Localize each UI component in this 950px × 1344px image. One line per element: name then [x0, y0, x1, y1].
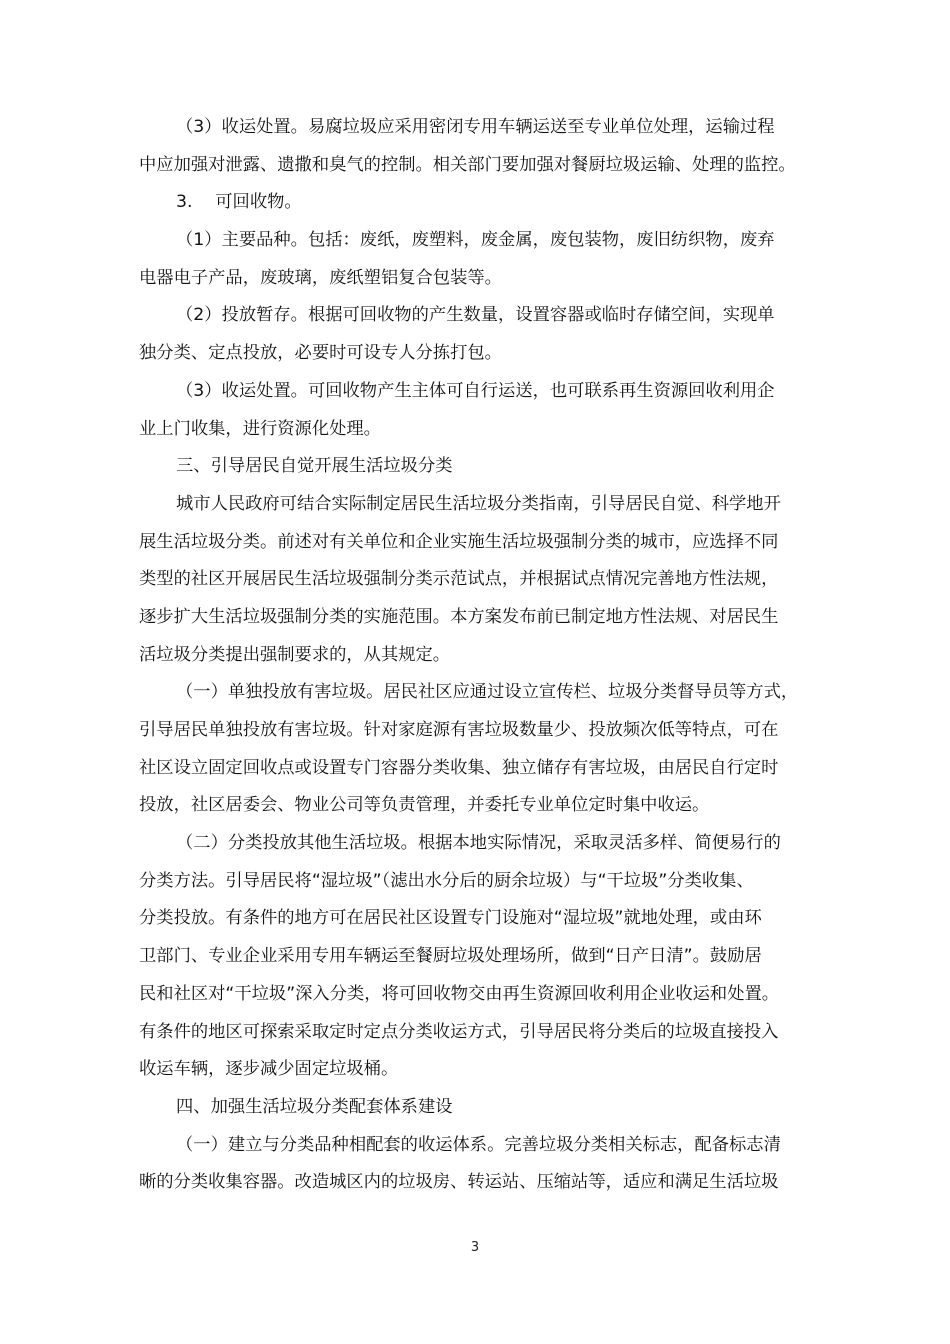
- text-line: （一）单独投放有害垃圾。居民社区应通过设立宣传栏、垃圾分类督导员等方式，: [176, 682, 799, 703]
- text-line: （2）投放暂存。根据可回收物的产生数量，设置容器或临时存储空间，实现单: [176, 305, 775, 326]
- text-line: （3）收运处置。易腐垃圾应采用密闭专用车辆运送至专业单位处理，运输过程: [176, 117, 775, 137]
- text-line: （二）分类投放其他生活垃圾。根据本地实际情况，采取灵活多样、简便易行的: [176, 833, 781, 854]
- text-line: 业上门收集，进行资源化处理。: [139, 418, 381, 439]
- text-line: 社区设立固定回收点或设置专门容器分类收集、独立储存有害垃圾，由居民自行定时: [139, 757, 779, 778]
- text-line: （3）收运处置。可回收物产生主体可自行运送，也可联系再生资源回收利用企: [176, 380, 775, 401]
- text-line: 有条件的地区可探索采取定时定点分类收运方式，引导居民将分类后的垃圾直接投入: [139, 1021, 779, 1042]
- document-body: [139, 109, 834, 1202]
- section-heading: 四、加强生活垃圾分类配套体系建设: [176, 1096, 453, 1117]
- text-line: 逐步扩大生活垃圾强制分类的实施范围。本方案发布前已制定地方性法规、对居民生: [139, 606, 779, 627]
- page-number: 3: [470, 1240, 480, 1255]
- text-line: 收运车辆，逐步减少固定垃圾桶。: [139, 1059, 399, 1080]
- text-line: 活垃圾分类提出强制要求的，从其规定。: [139, 644, 451, 665]
- text-line: 分类方法。引导居民将“湿垃圾”（滤出水分后的厨余垃圾）与“干垃圾”分类收集、: [139, 870, 754, 891]
- text-line: 分类投放。有条件的地方可在居民社区设置专门设施对“湿垃圾”就地处理，或由环: [139, 908, 762, 929]
- text-line: 中应加强对泄露、遗撒和臭气的控制。相关部门要加强对餐厨垃圾运输、处理的监控。: [139, 154, 796, 175]
- text-line: 电器电子产品，废玻璃，废纸塑铝复合包装等。: [139, 267, 502, 288]
- text-line: 民和社区对“干垃圾”深入分类，将可回收物交由再生资源回收利用企业收运和处置。: [139, 983, 780, 1004]
- text-line: 独分类、定点投放，必要时可设专人分拣打包。: [139, 343, 502, 364]
- text-line: （1）主要品种。包括：废纸，废塑料，废金属，废包装物，废旧纺织物，废弃: [176, 230, 775, 251]
- text-line: 投放，社区居委会、物业公司等负责管理，并委托专业单位定时集中收运。: [139, 795, 710, 816]
- text-line: 城市人民政府可结合实际制定居民生活垃圾分类指南，引导居民自觉、科学地开: [176, 493, 781, 514]
- section-heading: 3. 可回收物。: [176, 192, 302, 213]
- text-line: 类型的社区开展居民生活垃圾强制分类示范试点，并根据试点情况完善地方性法规，: [139, 569, 779, 590]
- text-line: 引导居民单独投放有害垃圾。针对家庭源有害垃圾数量少、投放频次低等特点，可在: [139, 720, 779, 740]
- text-line: 晰的分类收集容器。改造城区内的垃圾房、转运站、压缩站等，适应和满足生活垃圾: [139, 1172, 779, 1193]
- section-heading: 三、引导居民自觉开展生活垃圾分类: [176, 456, 453, 477]
- text-line: 展生活垃圾分类。前述对有关单位和企业实施生活垃圾强制分类的城市，应选择不同: [139, 531, 779, 552]
- text-line: （一）建立与分类品种相配套的收运体系。完善垃圾分类相关标志，配备标志清: [176, 1134, 781, 1155]
- text-line: 卫部门、专业企业采用专用车辆运至餐厨垃圾处理场所，做到“日产日清”。鼓励居: [139, 946, 762, 967]
